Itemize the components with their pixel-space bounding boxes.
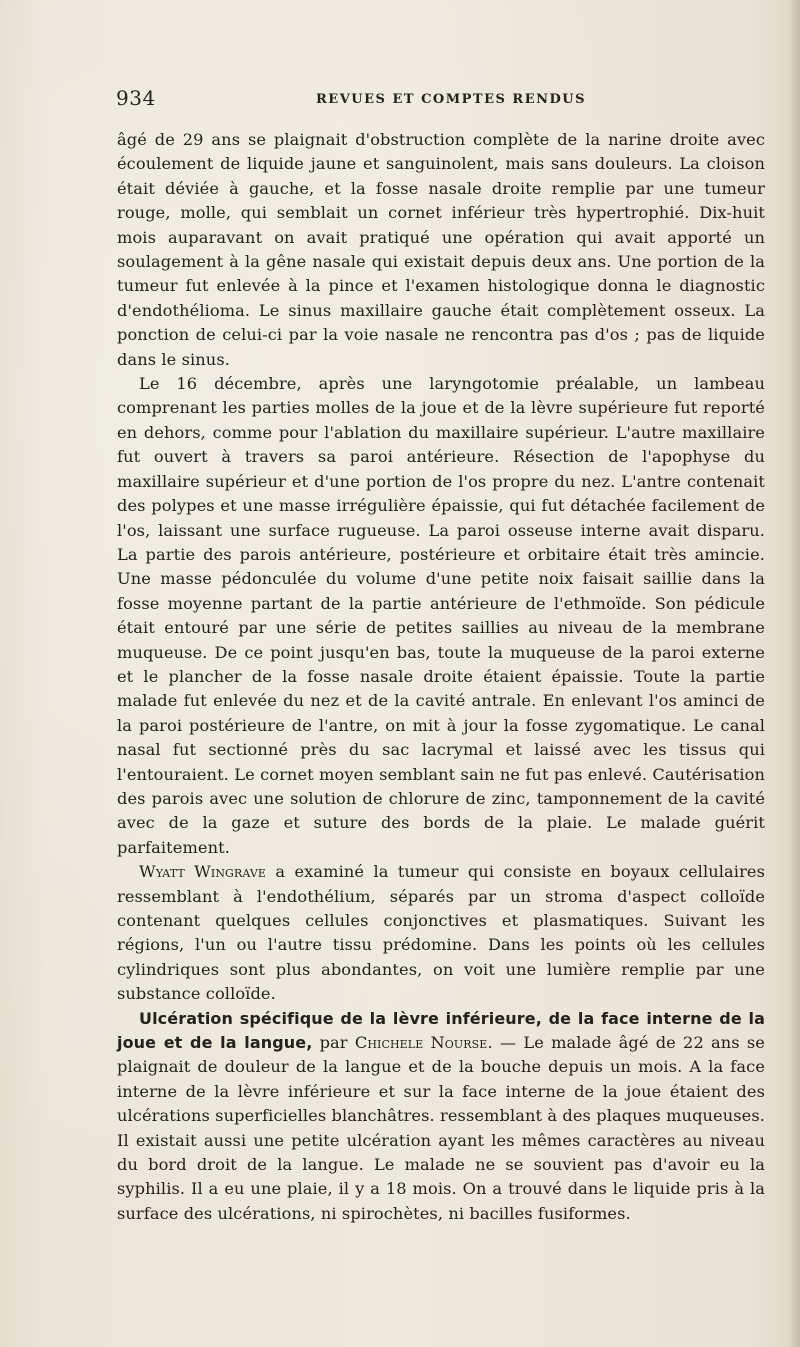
paragraph-2: Le 16 décembre, après une laryngotomie préalable, un lambeau comprenant les parties molles de la joue et de la lèvre supérieure fut reporté en dehors, comme pour l'ablation du maxillaire supérieur. L'autre maxillaire fut ouvert à travers sa paroi antérieure. Résection de l'apophyse du maxillaire supérieur et d'une portion de l'os propre du nez. L'antre contenait des polypes et une masse irrégulière épaissie, qui fut détachée facilement de l'os, laissant une surface rugueuse. La paroi osseuse interne avait disparu. La partie des parois antérieure, postérieure et orbitaire était très amincie. Une masse pédonculée du volume d'une petite noix faisait saillie dans la fosse moyenne partant de la partie antérieure de l'ethmoïde. Son pédicule était entouré par une série de petites saillies au niveau de la membrane muqueuse. De ce point jusqu'en bas, toute la muqueuse de la paroi externe et le plancher de la fosse nasale droite étaient épaissie. Toute la partie malade fut enlevée du nez et de la cavité antrale. En enlevant l'os aminci de la paroi postérieure de l'antre, on mit à jour la fosse zygomatique. Le canal nasal fut sectionné près du sac lacrymal et laissé avec les tissus qui l'entouraient. Le cornet moyen semblant sain ne fut pas enlevé. Cautérisation des parois avec une solution de chlorure de zinc, tamponnement de la cavité avec de la gaze et suture des bords de la plaie. Le malade guérit parfaitement. xyxy=(117,374,765,857)
paragraph-1: âgé de 29 ans se plaignait d'obstruction complète de la narine droite avec écoulement de liquide jaune et sanguinolent, mais sans douleurs. La cloison était déviée à gauche, et la fosse nasale droite remplie par une tumeur rouge, molle, qui semblait un cornet inférieur très hypertrophié. Dix-huit mois auparavant on avait pratiqué une opération qui avait apporté un soulagement à la gêne nasale qui existait depuis deux ans. Une portion de la tumeur fut enlevée à la pince et l'examen histologique donna le diagnostic d'endothélioma. Le sinus maxillaire gauche était complètement osseux. La ponction de celui-ci par la voie nasale ne rencontra pas d'os ; pas de liquide dans le sinus. xyxy=(117,130,765,369)
article-author: Chichele Nourse xyxy=(354,1033,488,1053)
page-header xyxy=(116,86,766,116)
article-title: Ulcération spécifique de la lèvre inférieure, de la face interne de la joue et de la langue, xyxy=(117,1008,765,1053)
par-word: par xyxy=(312,1033,355,1053)
paragraph-4-text: . — Le malade âgé de 22 ans se plaignait de douleur de la langue et de la bouche depuis un mois. A la face interne de la lèvre inférieure et sur la face interne de la joue étaient des ulcérations superficielles blanchâtres. ressemblant à des plaques muqueuses. Il existait aussi une petite ulcération ayant les mêmes caractères au niveau du bord droit de la langue. Le malade ne se souvient pas d'avoir eu la syphilis. Il a eu une plaie, il y a 18 mois. On a trouvé dans le liquide pris à la surface des ulcérations, ni spirochètes, ni bacilles fusiformes. xyxy=(117,1033,765,1223)
paragraph-3 xyxy=(117,860,765,1006)
author-name: Wyatt Wingrave xyxy=(139,862,266,882)
body-text xyxy=(117,128,765,1226)
paragraph-4 xyxy=(117,1007,765,1227)
running-head: REVUES ET COMPTES RENDUS xyxy=(316,92,586,107)
page-number: 934 xyxy=(116,86,156,110)
page-edge-shadow xyxy=(788,0,800,1347)
paragraph-3-text: a examiné la tumeur qui consiste en boyaux cellulaires ressemblant à l'endothélium, séparés par un stroma d'aspect colloïde contenant quelques cellules conjonctives et plasmatiques. Suivant les régions, l'un ou l'autre tissu prédomine. Dans les points où les cellules cylindriques sont plus abondantes, on voit une lumière remplie par une substance colloïde. xyxy=(117,862,765,1004)
